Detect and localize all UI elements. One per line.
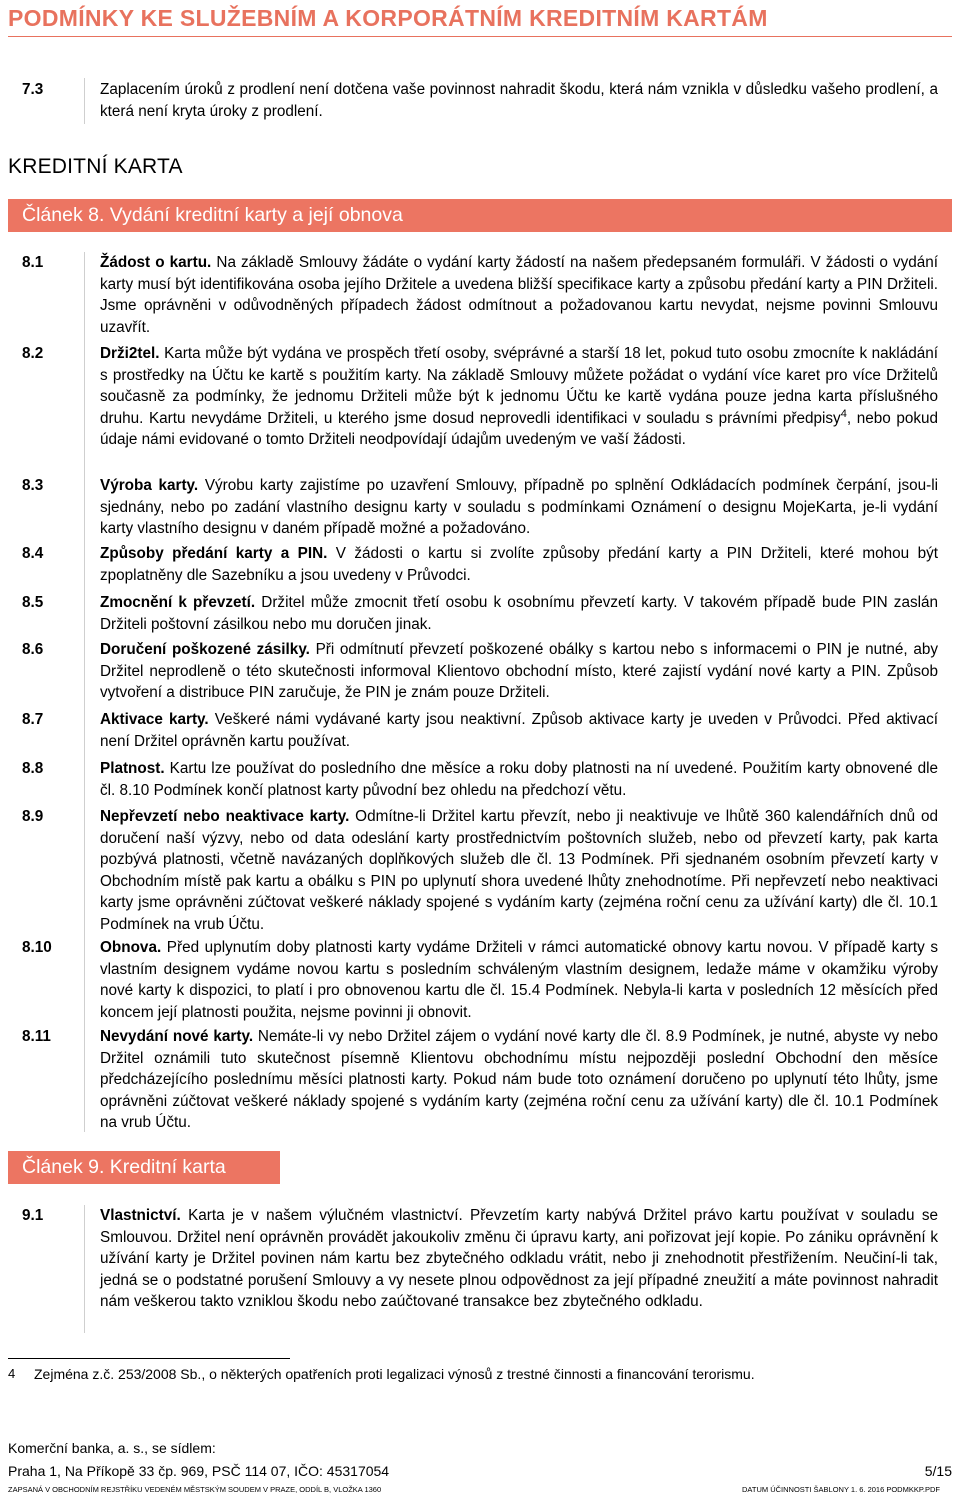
footnote-text: Zejména z.č. 253/2008 Sb., o některých opatřeních proti legalizaci výnosů z trestné činnosti a financování terorismu. [34, 1366, 755, 1382]
clause-8-7 [8, 709, 952, 752]
clause-title: Žádost o kartu. [100, 254, 212, 271]
footer-company: Komerční banka, a. s., se sídlem: [8, 1440, 216, 1456]
clause-title: Platnost. [100, 760, 165, 777]
clause-title: Nevydání nové karty. [100, 1028, 254, 1045]
clause-title: Aktivace karty. [100, 711, 209, 728]
footer-registry: ZAPSANÁ V OBCHODNÍM REJSTŘÍKU VEDENÉM MĚSTSKÝM SOUDEM V PRAZE, ODDÍL B, VLOŽKA 1360 [8, 1485, 382, 1494]
clause-title: Nepřevzetí nebo neaktivace karty. [100, 808, 350, 825]
page-number: 5/15 [924, 1463, 952, 1479]
clause-text: Nemáte-li vy nebo Držitel zájem o vydání nové karty dle čl. 8.9 Podmínek, je nutné, abyste vy nebo Držitel oznámili tuto skutečnost písemně Klientovu obchodnímu místu nejpozději poslední Obchodní den měsíce předcházejícího poslednímu měsíci platnosti karty. Pokud nám bude toto oznámení doručeno po uplynutí této lhůty, jsme oprávněni zúčtovat veškeré náklady spojené s vydáním karty (zejména roční cenu za užívání karty) dle čl. 10.1 Podmínek na vrub Účtu. [100, 1028, 938, 1131]
section-heading: KREDITNÍ KARTA [8, 155, 183, 178]
footnote-number: 4 [8, 1366, 16, 1381]
clause-text: Karta může být vydána ve prospěch třetí osoby, svéprávné a starší 18 let, pokud tuto osobu zmocníte k nakládání s prostředky na Účtu ke kartě s použitím karty. Na základě Smlouvy můžete požádat o vydání více karet pro více Držitelů současně za podmínky, že jednomu Držiteli může být k jednomu Účtu ke kartě vydána pouze jedna karta příslušného druhu. Kartu nevydáme Držiteli, u kterého jsme dosud neprovedli identifikaci v souladu s právními předpisy [100, 345, 938, 427]
clause-8-3 [8, 475, 952, 540]
clause-number: 8.6 [22, 641, 44, 658]
clause-text: Karta je v našem výlučném vlastnictví. Převzetím karty nabývá Držitel právo kartu používat v souladu se Smlouvou. Držitel není oprávněn provádět jakoukoliv změnu či úpravu karty, ani pořizovat její kopie. Po zániku oprávnění k užívání karty je Držitel povinen nám kartu bez zbytečného odkladu vrátit, nebo ji znehodnotit přestřižením. Neučiní-li tak, jedná se o podstatné porušení Smlouvy a vy nesete plnou odpovědnost za její případné zneužití a máte povinnost nahradit nám veškerou takto vzniklou škodu nebo zaúčtované transakce bez zbytečného odkladu. [100, 1207, 938, 1310]
footnote-separator [8, 1358, 290, 1359]
clause-text: Výrobu karty zajistíme po uzavření Smlouvy, případně po splnění Odkládacích podmínek čerpání, jsou-li sjednány, nebo po zadání vlastního designu karty v souladu s podmínkami Oznámení o designu MojeKarta, je-li vydání karty vlastního designu v daném případě možné a požadováno. [100, 477, 938, 537]
clause-8-2 [8, 343, 952, 451]
clause-title: Zmocnění k převzetí. [100, 594, 256, 611]
clause-title: Doručení poškozené zásilky. [100, 641, 310, 658]
clause-number: 7.3 [22, 81, 44, 98]
clause-text: Zaplacením úroků z prodlení není dotčena vaše povinnost nahradit škodu, která nám vznikla v důsledku vašeho prodlení, a která není kryta úroky z prodlení. [100, 81, 938, 120]
clause-number: 8.1 [22, 254, 44, 271]
article-9-heading: Článek 9. Kreditní karta [8, 1151, 280, 1184]
page-header-title: PODMÍNKY KE SLUŽEBNÍM A KORPORÁTNÍM KREDITNÍM KARTÁM [8, 5, 768, 31]
article-8-heading: Článek 8. Vydání kreditní karty a její obnova [8, 199, 952, 232]
clause-text: V žádosti o kartu si zvolíte způsoby předání karty a PIN Držiteli, které mohou být zpoplatněny dle Sazebníku a jsou uvedeny v Průvodci. [100, 545, 938, 584]
clause-8-11 [8, 1026, 952, 1134]
clause-text-continued: , nebo pokud údaje námi evidované o tomto Držiteli neodpovídají údajům uvedeným ve vaší žádosti. [100, 409, 938, 448]
clause-title: Výroba karty. [100, 477, 199, 494]
clause-text: Odmítne-li Držitel kartu převzít, nebo ji neaktivuje ve lhůtě 360 kalendářních dnů od doručení naší výzvy, nebo od data odeslání karty prostřednictvím poštovních služeb, nebo od převzetí karty, pak karta pozbývá platnosti, včetně navázaných doplňkových služeb dle čl. 13 Podmínek. Při sjednaném osobním převzetí karty v Obchodním místě pak kartu a obálku s PIN po uplynutí shora uvedené lhůty znehodnotíme. Při nepřevzetí nebo neaktivaci karty jsme oprávněni zúčtovat veškeré náklady spojené s vydáním karty (zejména roční cenu za užívání karty) dle čl. 10.1 Podmínek na vrub Účtu. [100, 808, 938, 933]
clause-number: 8.2 [22, 345, 44, 362]
clause-title: Způsoby předání karty a PIN. [100, 545, 328, 562]
clause-number: 8.4 [22, 545, 44, 562]
clause-title: Obnova. [100, 939, 162, 956]
clause-number: 8.11 [22, 1028, 51, 1045]
clause-9-1 [8, 1205, 952, 1313]
clause-8-10 [8, 937, 952, 1023]
footer-validity: DATUM ÚČINNOSTI ŠABLONY 1. 6. 2016 PODMKKP.PDF [742, 1485, 940, 1494]
clause-number: 8.8 [22, 760, 44, 777]
clause-8-8 [8, 758, 952, 801]
clause-number: 8.3 [22, 477, 44, 494]
clause-text: Před uplynutím doby platnosti karty vydáme Držiteli v rámci automatické obnovy kartu novou. V případě karty s vlastním designem vydáme novou kartu s posledním schváleným vlastním designem, ledaže máme v okamžiku výroby nové karty k dispozici, to platí i pro obnovenou kartu dle čl. 15.4 Podmínek. Nebyla-li karta v posledních 12 měsících před koncem její platnosti použita, nejsme povinni ji obnovit. [100, 939, 938, 1021]
clause-number: 8.7 [22, 711, 44, 728]
clause-text: Veškeré námi vydávané karty jsou neaktivní. Způsob aktivace karty je uveden v Průvodci. Před aktivací není Držitel oprávněn kartu používat. [100, 711, 938, 750]
clause-number: 8.9 [22, 808, 44, 825]
clause-8-5 [8, 592, 952, 635]
clause-number: 8.10 [22, 939, 52, 956]
clause-8-9 [8, 806, 952, 935]
footnote-reference: 4 [840, 407, 847, 420]
footer-address: Praha 1, Na Příkopě 33 čp. 969, PSČ 114 07, IČO: 45317054 [8, 1463, 390, 1479]
clause-text: Kartu lze používat do posledního dne měsíce a roku doby platnosti na ní uvedené. Použitím karty obnovené dle čl. 8.10 Podmínek končí platnost karty původní bez ohledu na předchozí větu. [100, 760, 938, 799]
clause-text: Držitel může zmocnit třetí osobu k osobnímu převzetí karty. V takovém případě bude PIN zaslán Držiteli poštovní zásilkou nebo mu doručen jinak. [100, 594, 939, 633]
footnote [8, 1366, 755, 1382]
clause-number: 9.1 [22, 1207, 44, 1224]
clause-8-1 [8, 252, 952, 338]
clause-8-4 [8, 543, 952, 586]
clause-title: Drži2tel. [100, 345, 160, 362]
clause-number: 8.5 [22, 594, 44, 611]
header-rule [8, 36, 952, 37]
clause-7-3 [8, 79, 952, 122]
clause-text: Na základě Smlouvy žádáte o vydání karty žádostí na našem předepsaném formuláři. V žádosti o vydání karty musí být identifikována osoba jejího Držitele a uvedena bližší specifikace karty a způsobu předání karty a PIN Držiteli. Jsme oprávněni v odůvodněných případech žádost odmítnout a požadovanou kartu nevydat, nejsme povinni Smlouvu uzavřít. [100, 254, 939, 336]
clause-8-6 [8, 639, 952, 704]
clause-text: Při odmítnutí převzetí poškozené obálky s kartou nebo s informacemi o PIN je nutné, aby Držitel neprodleně o této skutečnosti informoval Klientovo obchodní místo, které zajistí vydání nové karty a PIN. Způsob vytvoření a distribuce PIN zaručuje, že PIN je znám pouze Držiteli. [100, 641, 938, 701]
clause-title: Vlastnictví. [100, 1207, 181, 1224]
